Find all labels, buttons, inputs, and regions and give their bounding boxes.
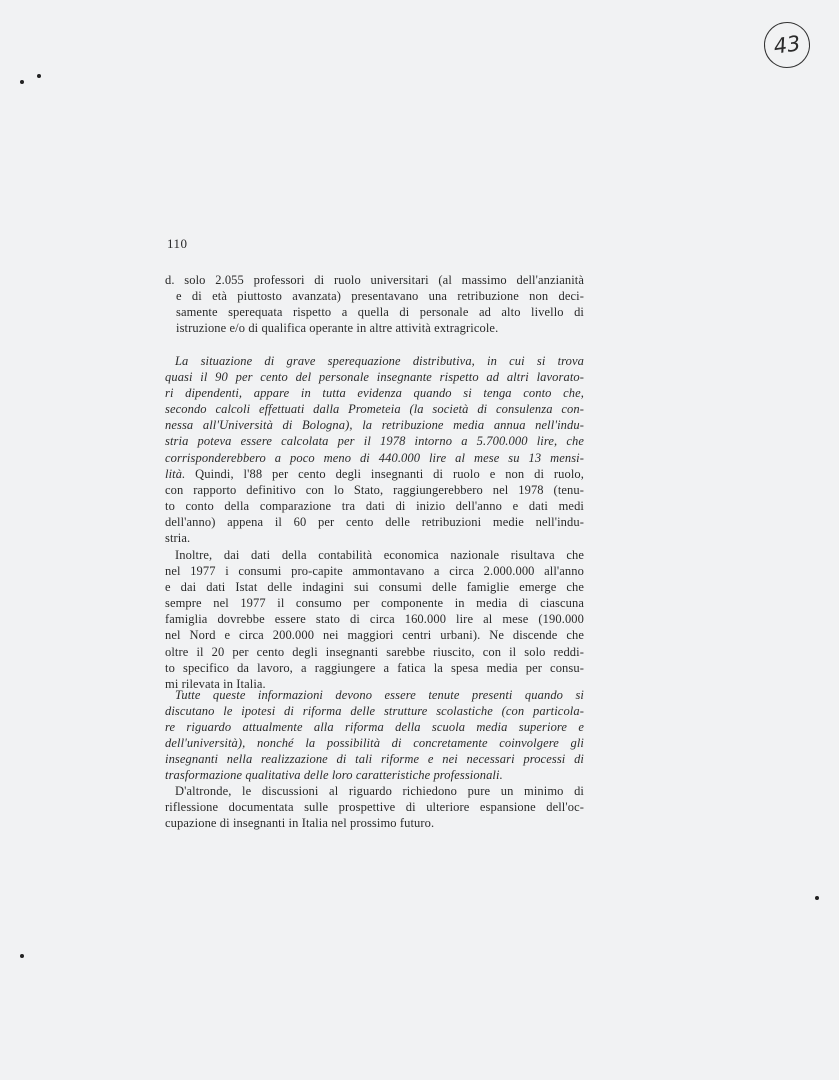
- speck: [815, 896, 819, 900]
- text-line: nel 1977 i consumi pro-capite ammontavano a circa 2.000.000 all'anno: [165, 564, 584, 579]
- text-line: trasformazione qualitativa delle loro caratteristiche professionali.: [165, 768, 503, 783]
- text-line: istruzione e/o di qualifica operante in altre attività extragricole.: [176, 321, 499, 336]
- paragraph: [165, 353, 584, 546]
- text-line: Inoltre, dai dati della contabilità economica nazionale risultava che: [175, 548, 584, 562]
- text-line: d. solo 2.055 professori di ruolo universitari (al massimo dell'anzianità: [165, 273, 584, 287]
- text-line: stria poteva essere calcolata per il 1978 intorno a 5.700.000 lire, che: [165, 434, 584, 449]
- text-line: con rapporto definitivo con lo Stato, raggiungerebbero nel 1978 (tenu-: [165, 482, 584, 497]
- speck: [37, 74, 41, 78]
- text-line: [165, 466, 584, 482]
- text-line: stria.: [165, 531, 191, 546]
- handwritten-page-annotation: 43: [761, 19, 813, 71]
- speck: [20, 80, 24, 84]
- text-line: insegnanti nella realizzazione di tali riforme e nei necessari processi di: [165, 752, 584, 767]
- text-line: D'altronde, le discussioni al riguardo richiedono pure un minimo di: [175, 784, 584, 798]
- text-line: quasi il 90 per cento del personale insegnante rispetto ad altri lavorato-: [165, 370, 584, 385]
- text-line: secondo calcoli effettuati dalla Prometeia (la società di consulenza con-: [165, 402, 584, 417]
- text-line: famiglia dovrebbe essere stato di circa 160.000 lire al mese (190.000: [165, 612, 584, 627]
- text-line: e dai dati Istat delle indagini sui consumi delle famiglie emerge che: [165, 580, 584, 595]
- roman-fragment: Quindi, l'88 per cento degli insegnanti di ruolo e non di ruolo,: [185, 466, 584, 481]
- text-line: dell'anno) appena il 60 per cento delle retribuzioni medie nell'indu-: [165, 514, 584, 529]
- speck: [20, 954, 24, 958]
- text-line: mi rilevata in Italia.: [165, 676, 266, 691]
- paragraph: [165, 783, 584, 831]
- text-line: e di età piuttosto avanzata) presentavano una retribuzione non deci-: [176, 289, 584, 304]
- text-line: corrisponderebbero a poco meno di 440.000 lire al mese su 13 mensi-: [165, 450, 584, 465]
- text-line: Tutte queste informazioni devono essere tenute presenti quando si: [175, 688, 584, 702]
- paragraph: [165, 687, 584, 784]
- text-line: sempre nel 1977 il consumo per componente in media di ciascuna: [165, 596, 584, 611]
- text-line: ri dipendenti, appare in tutta evidenza quando si tenga conto che,: [165, 386, 584, 401]
- text-line: cupazione di insegnanti in Italia nel prossimo futuro.: [165, 816, 435, 831]
- text-line: to conto della comparazione tra dati di inizio dell'anno e dati medi: [165, 498, 584, 513]
- text-line: discutano le ipotesi di riforma delle strutture scolastiche (con particola-: [165, 704, 584, 719]
- text-line: to specifico da lavoro, a raggiungere a fatica la spesa media per consu-: [165, 660, 584, 675]
- text-line: oltre il 20 per cento degli insegnanti sarebbe riuscito, con il solo reddi-: [165, 644, 584, 659]
- text-line: dell'università), nonché la possibilità di concretamente coinvolgere gli: [165, 736, 584, 751]
- text-line: nessa all'Università di Bologna), la retribuzione media annua nell'indu-: [165, 418, 584, 433]
- text-line: re riguardo attualmente alla riforma della scuola media superiore e: [165, 720, 584, 735]
- page-number: 110: [167, 236, 188, 251]
- text-line: nel Nord e circa 200.000 nei maggiori centri urbani). Ne discende che: [165, 628, 584, 643]
- text-line: riflessione documentata sulle prospettive di ulteriore espansione dell'oc-: [165, 800, 584, 815]
- text-line: La situazione di grave sperequazione distributiva, in cui si trova: [175, 354, 584, 368]
- paragraph: [165, 272, 584, 336]
- text-line: samente sperequata rispetto a quella di personale ad alto livello di: [176, 305, 584, 320]
- paragraph: [165, 547, 584, 692]
- italic-fragment: lità.: [165, 466, 186, 481]
